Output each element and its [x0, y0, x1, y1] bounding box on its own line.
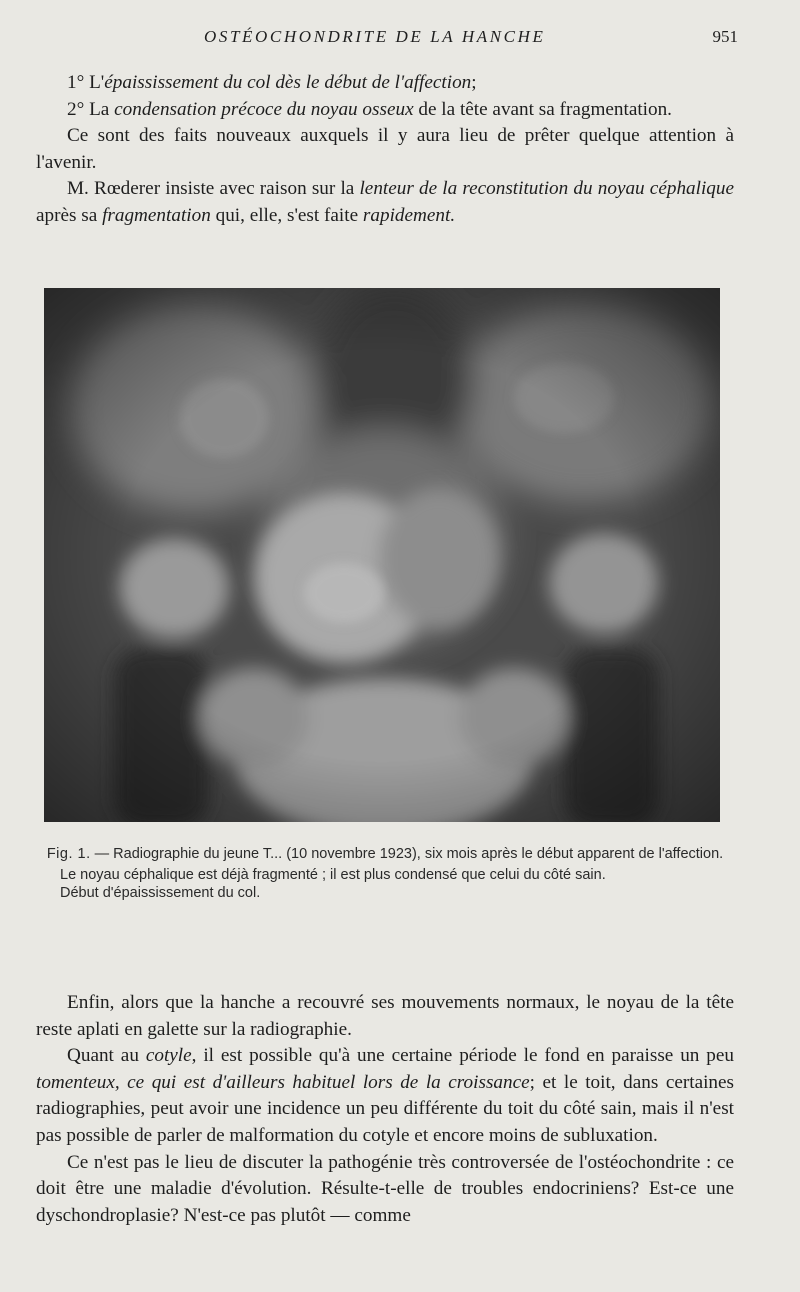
- caption-line: Début d'épaississement du col.: [60, 885, 261, 901]
- paragraph: Ce n'est pas le lieu de discuter la pathogénie très controversée de l'ostéochondrite : ce doit être une maladie d'évolution. Résulte-t-elle de troubles endocriniens? Est-ce une dyschondroplasie? N'est-ce pas plutôt — comme: [36, 1151, 734, 1226]
- figure-label: Fig. 1.: [46, 846, 91, 862]
- paragraph: Enfin, alors que la hanche a recouvré ses mouvements normaux, le noyau de la tête reste aplati en galette sur la radiographie.: [36, 992, 734, 1040]
- emphasis-text: cotyle: [145, 1045, 192, 1067]
- page-header: [60, 27, 740, 51]
- pelvis-radiograph-image: [44, 288, 720, 822]
- radiograph-drawing: [44, 288, 720, 822]
- list-item-2: 2° La condensation précoce du noyau osseux de la tête avant sa fragmentation.: [67, 98, 672, 120]
- top-text-block: [36, 70, 734, 230]
- emphasis-text: épaississement du col dès le début de l'affection: [104, 72, 472, 93]
- caption-line: Le noyau céphalique est déjà fragmenté ; il est plus condensé que celui du côté sain.: [60, 867, 606, 883]
- bottom-text-block: [36, 990, 734, 1229]
- figure-caption: [35, 845, 735, 902]
- emphasis-text: fragmentation: [102, 204, 211, 226]
- list-item-1: 1° L'épaississement du col dès le début de l'affection;: [67, 72, 477, 93]
- emphasis-text: tomenteux, ce qui est d'ailleurs habituel lors de la croissance: [36, 1071, 530, 1093]
- running-title: OSTÉOCHONDRITE DE LA HANCHE: [204, 27, 546, 46]
- paragraph: M. Rœderer insiste avec raison sur la lenteur de la reconstitution du noyau céphalique après sa fragmentation qui, elle, s'est faite rapidement.: [36, 178, 734, 226]
- paragraph: Ce sont des faits nouveaux auxquels il y aura lieu de prêter quelque attention à l'avenir.: [36, 125, 734, 173]
- emphasis-text: condensation précoce du noyau osseux: [114, 98, 414, 120]
- emphasis-text: rapidement.: [362, 204, 456, 226]
- emphasis-text: lenteur de la reconstitution du noyau céphalique: [359, 178, 734, 200]
- paragraph: Quant au cotyle, il est possible qu'à une certaine période le fond en paraisse un peu tomenteux, ce qui est d'ailleurs habituel lors de la croissance; et le toit, dans certaines radiographies, peut avoir une incidence un peu différente du toit du côté sain, mais il n'est pas possible de parler de malformation du cotyle et encore moins de subluxation.: [36, 1045, 735, 1146]
- page-number: 951: [712, 27, 738, 46]
- caption-main: Fig. 1. — Radiographie du jeune T... (10 novembre 1923), six mois après le début apparent de l'affection.: [46, 846, 724, 862]
